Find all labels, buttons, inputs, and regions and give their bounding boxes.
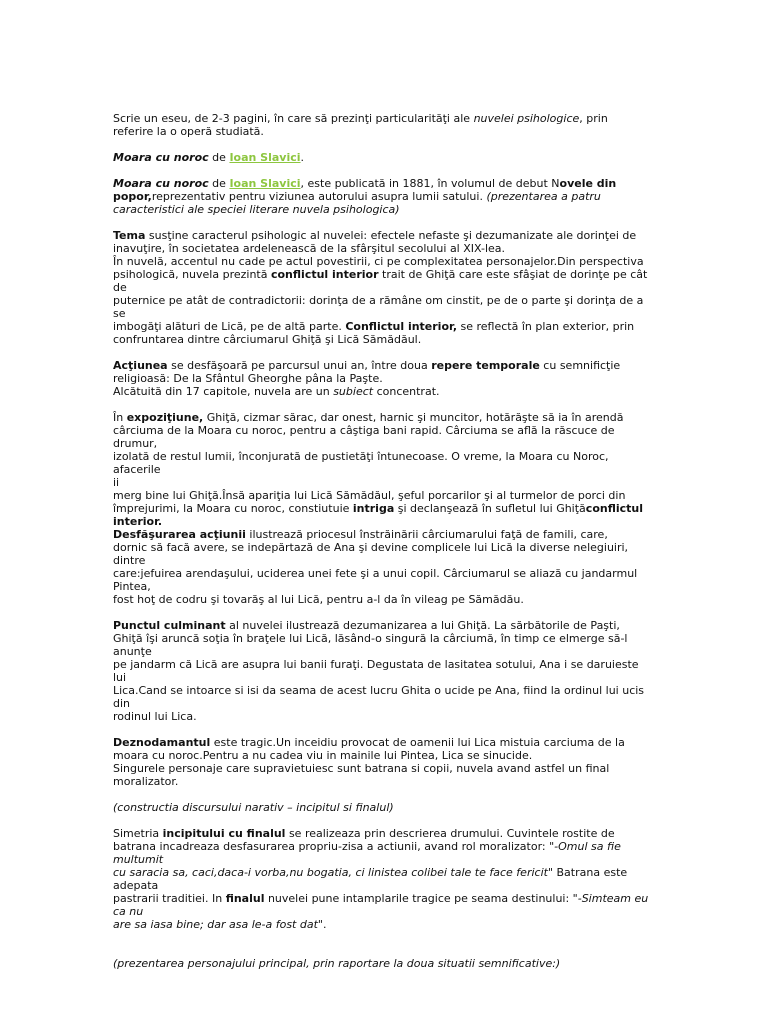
intro-emphasis: nuvelei psihologice <box>473 112 580 125</box>
tema-text-e: se reflectă în plan exterior, prin confruntarea dintre cârciumarul Ghiţă şi Lică Sămădăul. <box>113 320 635 346</box>
dez-text-a: este tragic.Un inceidiu provocat de oamenii lui Lica mistuia carciuma de la moara cu noroc.Pentru a nu cadea viu in mainile lui Pintea, Lica se sinucide. Singurele personaje care supravietuiesc sunt batrana si copii, nuvela avand astfel un final moralizator. <box>113 736 625 788</box>
final-note <box>113 957 651 970</box>
actiunea-paragraph <box>113 359 651 398</box>
p1-note: (prezentarea a patru caracteristici ale speciei literare nuvela psihologica) <box>113 190 601 216</box>
p1-volume-title: ovele din popor, <box>113 177 617 203</box>
tema-bold-d: Conflictul interior, <box>345 320 457 333</box>
p1-work-title: Moara cu noroc <box>113 177 209 190</box>
dez-label: Deznodamantul <box>113 736 211 749</box>
exp-text-a: În <box>113 411 127 424</box>
spacer <box>113 944 651 957</box>
author-link[interactable]: Ioan Slavici <box>229 151 301 164</box>
tema-bold-b: conflictul interior <box>270 268 379 281</box>
exp-bold-f: conflictul interior. <box>113 502 644 528</box>
publication-paragraph <box>113 177 651 216</box>
des-text-a: ilustrează priocesul înstrăinării cârciumarului faţă de famili, care, dornic să facă avere, se indepărtază de Ana şi devine complicele lui Lică la diverse nelegiuiri, dintre care:jefuirea arendaşului, uciderea unei fete şi a unui copil. Cârciumarul se aliază cu jandarmul Pintea, fost hoţ de codru şi tovarăş al lui Lică, pentru a-l da în vileag pe Sămădău. <box>113 528 638 606</box>
act-em-d: subiect <box>333 385 374 398</box>
intro-tail: , prin referire la o operă studiată. <box>113 112 608 138</box>
exp-bold-b: expoziţiune, <box>126 411 204 424</box>
p1-by-text: de <box>208 177 230 190</box>
constr-em: (constructia discursului narativ – incipitul si finalul) <box>113 801 394 814</box>
sim-text-g: nuvelei pune intamplarile tragice pe seama destinului: " <box>264 892 578 905</box>
punctul-culminant-paragraph <box>113 619 651 723</box>
exp-text-c: Ghiţă, cizmar sărac, dar onest, harnic şi muncitor, hotărăşte să ia în arendă cârciuma de la Moara cu noroc, pentru a câştiga bani rapid. Cârciuma se află la răscuce de drumur, izolată de restul lumii, înconjurată de pustietăţi întunecoase. O vreme, la Moara cu Noroc, afacerile ii merg bine lui Ghiţă.Însă apariţia lui Lică Sămădăul, şeful porcarilor şi al turmelor de porci din împrejurimi, la Moara cu noroc, constiutuie <box>113 411 626 515</box>
simetria-paragraph <box>113 827 651 931</box>
p1-text-a: , este publicată in 1881, în volumul de debut N <box>300 177 560 190</box>
act-text-a: se desfăşoară pe parcursul unui an, între doua <box>167 359 432 372</box>
sim-text-c: se realizeaza prin descrierea drumului. Cuvintele rostite de batrana incadreaza desfasurarea propriu-zisa a actiunii, avand rol moralizator: " <box>113 827 615 853</box>
sim-quote-d: -Omul sa fie multumit cu saracia sa, caci,daca-i vorba,nu bogatia, ci linistea colibei tale te face fericit <box>113 840 621 879</box>
act-text-e: concentrat. <box>373 385 440 398</box>
act-bold-b: repere temporale <box>431 359 540 372</box>
act-text-c: cu semnificţie religioasă: De la Sfântul Gheorghe pâna la Paşte. Alcătuită din 17 capitole, nuvela are un <box>113 359 621 398</box>
expozitiune-paragraph <box>113 411 651 528</box>
constructia-note <box>113 801 651 814</box>
assignment-paragraph <box>113 112 651 138</box>
sim-text-e: " Batrana este adepata pastrarii traditiei. In <box>113 866 628 905</box>
act-label: Acţiunea <box>113 359 168 372</box>
tema-paragraph <box>113 229 651 346</box>
by-text: de <box>208 151 230 164</box>
period: . <box>300 151 305 164</box>
pc-text-a: al nuvelei ilustrează dezumanizarea a lui Ghiţă. La sărbătorile de Paşti, Ghiţă îşi aruncă soţia în braţele lui Lică, lăsând-o singură la cârciumă, în timp ce elmerge să-l anunţe pe jandarm că Lică are asupra lui banii furaţi. Degustata de lasitatea sotului, Ana i se daruieste lui Lica.Cand se intoarce si isi da seama de acest lucru Ghita o ucide pe Ana, fiind la ordinul lui ucis din rodinul lui Lica. <box>113 619 645 723</box>
final-em: (prezentarea personajului principal, prin raportare la doua situatii semnificative:) <box>113 957 561 970</box>
work-title-line <box>113 151 651 164</box>
work-title: Moara cu noroc <box>113 151 209 164</box>
deznodamant-paragraph <box>113 736 651 788</box>
p1-author-link[interactable]: Ioan Slavici <box>229 177 301 190</box>
sim-quote-h: -Simteam eu ca nu are sa iasa bine; dar asa le-a fost dat <box>113 892 649 931</box>
tema-label: Tema <box>113 229 146 242</box>
document-body <box>113 112 651 983</box>
exp-text-e: şi declanşează în sufletul lui Ghiţă <box>394 502 586 515</box>
pc-label: Punctul culminant <box>113 619 226 632</box>
des-label: Desfăşurarea acţiunii <box>113 528 246 541</box>
p1-text-c: reprezentativ pentru viziunea autorului asupra lumii satului. <box>151 190 487 203</box>
sim-bold-b: incipitului cu finalul <box>162 827 286 840</box>
exp-bold-d: intriga <box>352 502 395 515</box>
desfasurarea-paragraph <box>113 528 651 606</box>
tema-text-c: trait de Ghiţă care este sfâşiat de dorinţe pe cât de puternice pe atât de contradictorii: dorinţa de a rămâne om cinstit, pe de o parte şi dorinţa de a se imbogăţi alături de Lică, pe de altă parte. <box>113 268 648 333</box>
sim-text-a: Simetria <box>113 827 163 840</box>
sim-text-i: ". <box>317 918 327 931</box>
sim-bold-f: finalul <box>225 892 265 905</box>
intro-text: Scrie un eseu, de 2-3 pagini, în care să prezinţi particularităţi ale <box>113 112 474 125</box>
tema-text-a: susţine caracterul psihologic al nuvelei: efectele nefaste şi dezumanizate ale dorinţei de inavuţire, în societatea ardelenească de la sfârşitul secolului al XIX-lea. În nuvelă, accentul nu cade pe actul povestirii, ci pe complexitatea personajelor.Din perspectiva psihologică, nuvela prezintă <box>113 229 644 281</box>
